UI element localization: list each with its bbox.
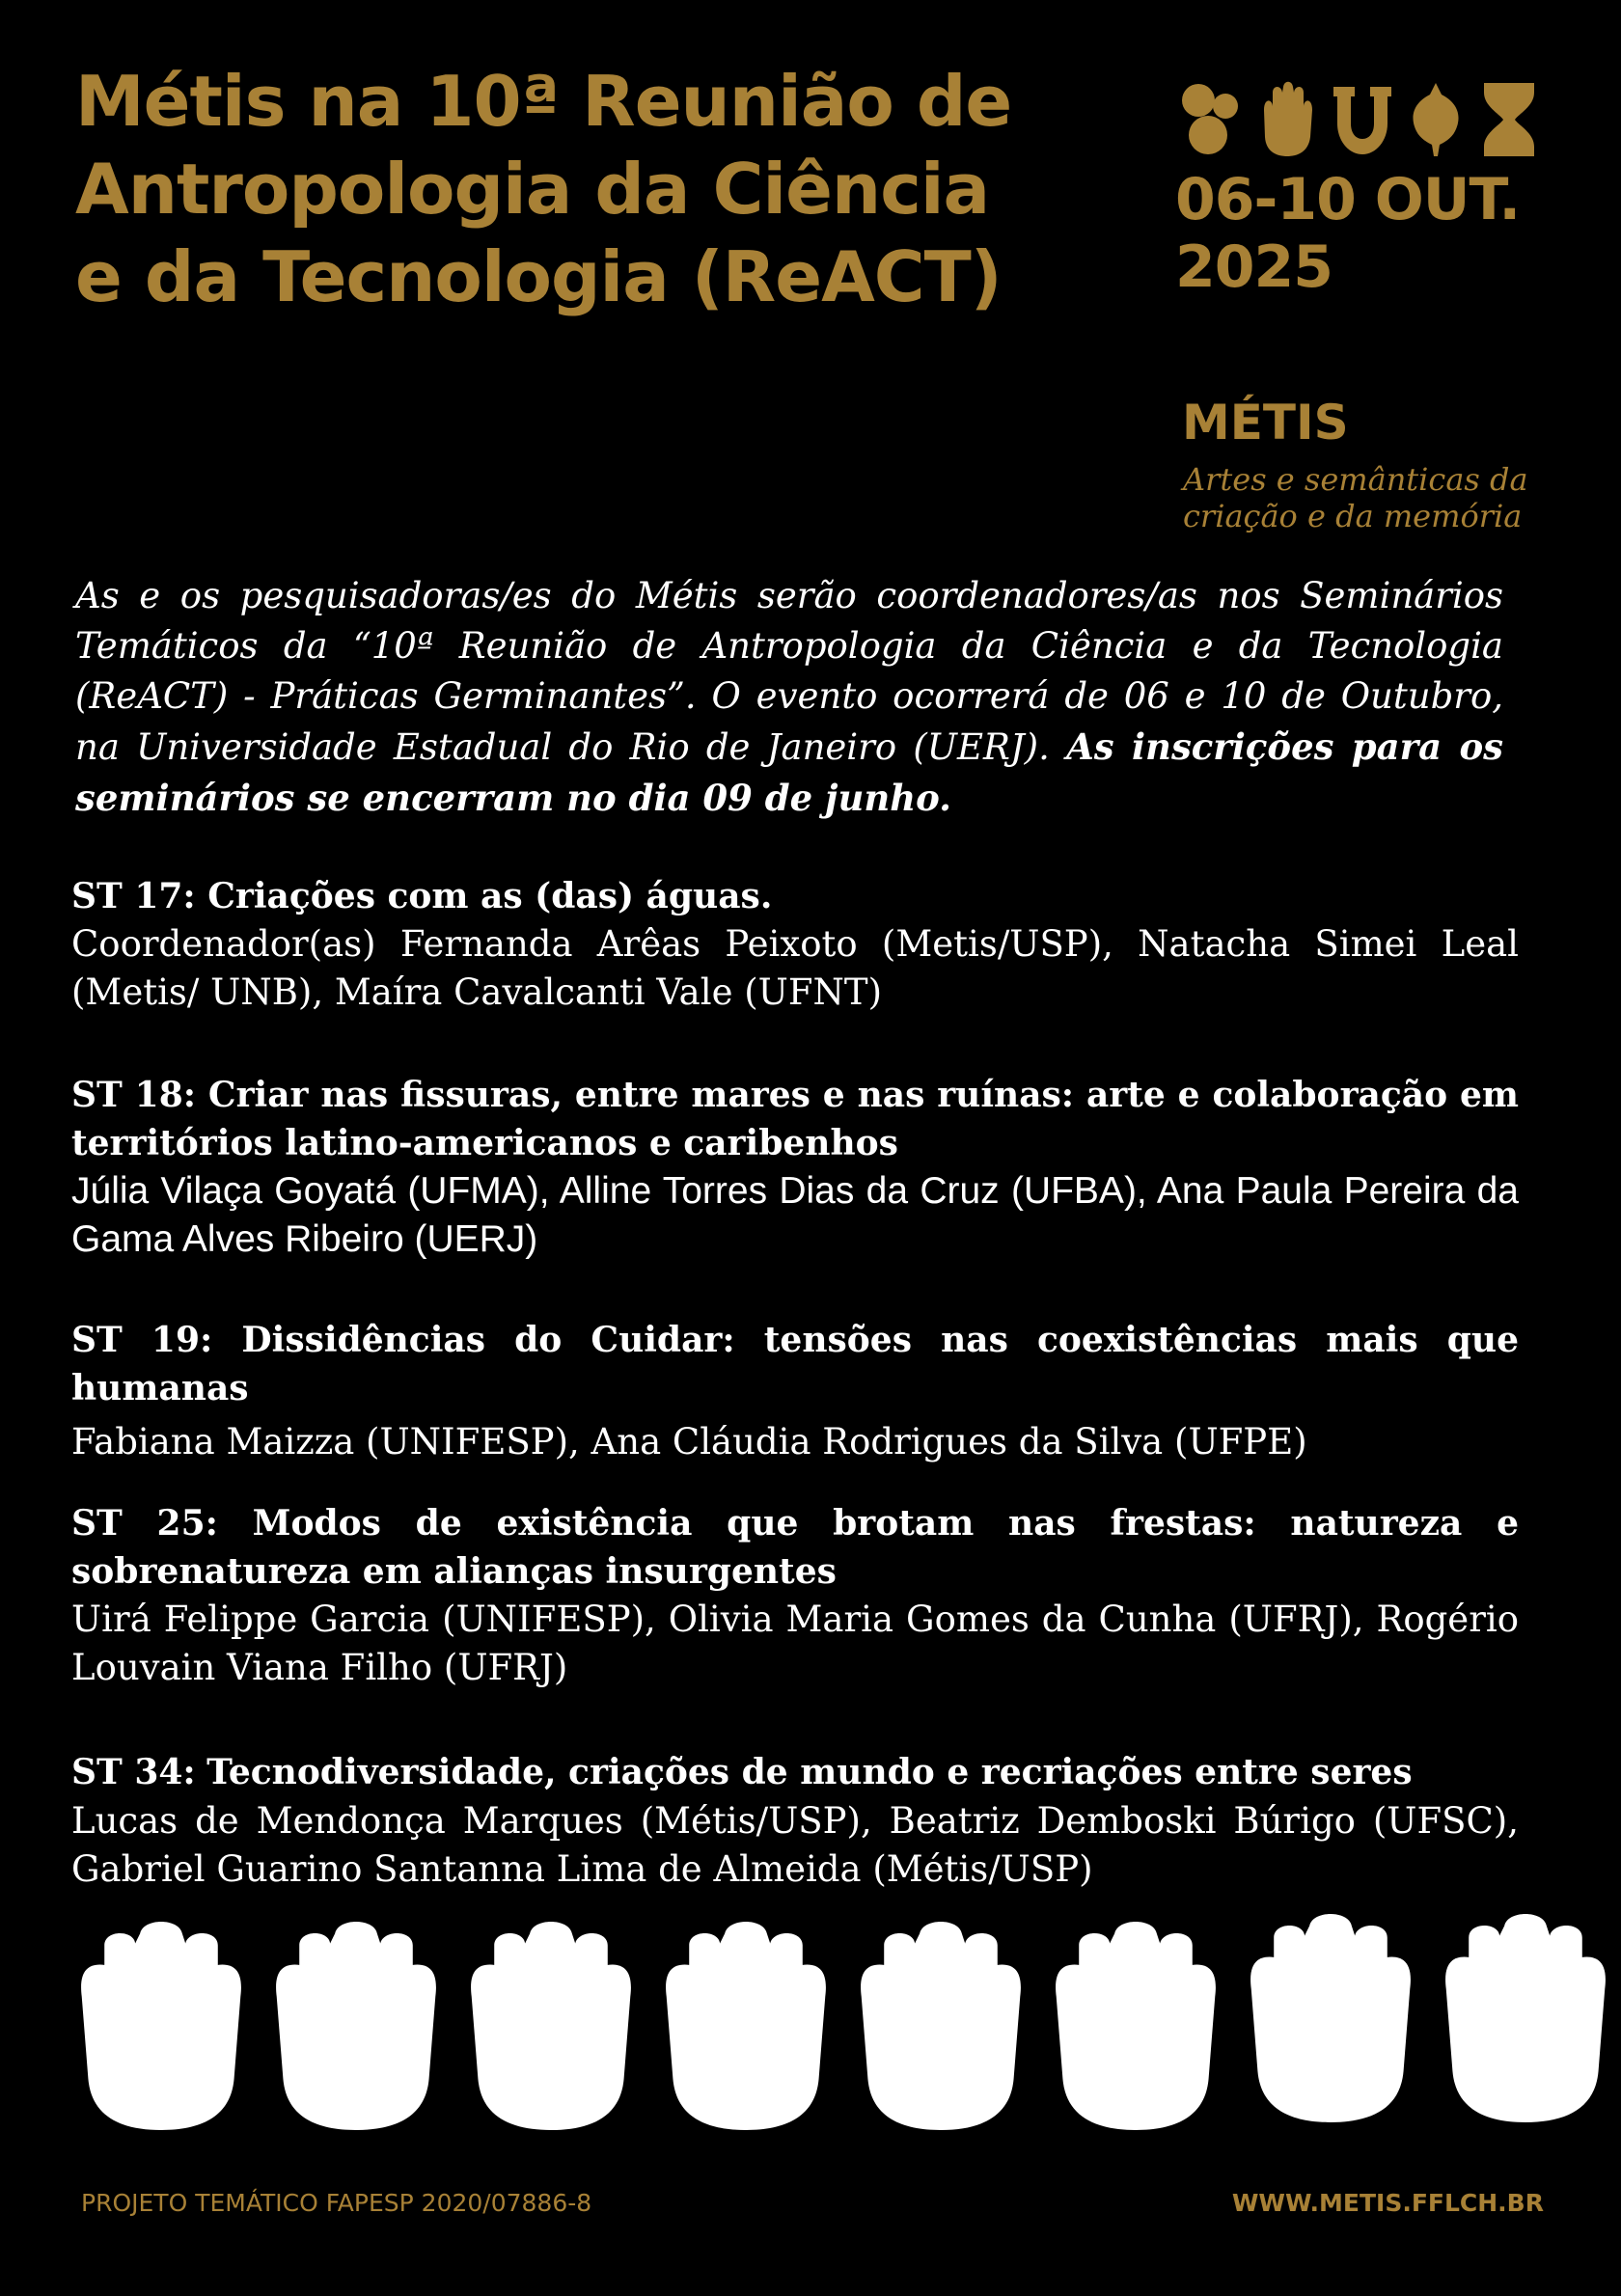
brand-tagline — [1183, 461, 1550, 534]
hand-icon — [75, 1920, 247, 2132]
footer-website-link[interactable]: WWW.METIS.FFLCH.BR — [1231, 2189, 1544, 2217]
seminar-title: ST 19: Dissidências do Cuidar: tensões nas coexistências mais que humanas — [71, 1320, 1519, 1408]
title-line-2: Antropologia da Ciência — [75, 149, 990, 230]
hand-icon — [1245, 1912, 1416, 2124]
seminar-title: ST 18: Criar nas fissuras, entre mares e nas ruínas: arte e colaboração em territórios latino-americanos e caribenhos — [71, 1075, 1519, 1163]
event-date-range: 06-10 OUT. — [1175, 166, 1521, 233]
title-line-1: Métis na 10ª Reunião de — [75, 61, 1012, 142]
seminar-coordinators: Uirá Felippe Garcia (UNIFESP), Olivia Maria Gomes da Cunha (UFRJ), Rogério Louvain Viana Filho (UFRJ) — [71, 1599, 1519, 1688]
hand-icon — [1440, 1912, 1611, 2124]
hand-icon — [1258, 81, 1316, 158]
hand-icon — [855, 1920, 1027, 2132]
hand-icon — [1050, 1920, 1222, 2132]
brand-name: MÉTIS — [1182, 395, 1349, 451]
event-year: 2025 — [1175, 233, 1333, 301]
intro-text: As e os pesquisadoras/es do Métis serão coordenadores/as nos Seminários Temáticos da “10ª Reunião de Antropologia da Ciência e da Tecnologia (ReACT) - Práticas Germinantes”. O evento ocorrerá de 06 e 10 de Outubro, na Universidade Estadual do Rio de Janeiro (UERJ). — [75, 575, 1503, 768]
intro-deadline-highlight: As inscrições para os seminários se encerram no dia 09 de junho. — [75, 725, 1503, 819]
seminar-st34 — [71, 1748, 1519, 1894]
title-line-3: e da Tecnologia (ReACT) — [75, 236, 1002, 317]
brand-tagline-line-2: criação e da memória — [1183, 498, 1523, 534]
seminar-code: ST 34: — [71, 1752, 196, 1792]
horseshoe-icon — [1333, 81, 1391, 158]
pebbles-icon — [1179, 81, 1243, 158]
seminar-st18 — [71, 1071, 1519, 1264]
intro-paragraph — [75, 571, 1503, 824]
hand-icon — [465, 1920, 637, 2132]
hand-icon — [660, 1920, 832, 2132]
event-dates — [1175, 166, 1520, 301]
seed-icon — [1407, 81, 1465, 158]
seminar-st25 — [71, 1499, 1519, 1692]
seminar-coordinators: Fabiana Maizza (UNIFESP), Ana Cláudia Rodrigues da Silva (UFPE) — [71, 1421, 1307, 1462]
seminar-coordinators: Júlia Vilaça Goyatá (UFMA), Alline Torres Dias da Cruz (UFBA), Ana Paula Pereira da Gama Alves Ribeiro (UERJ) — [71, 1170, 1519, 1260]
seminar-title: ST 25: Modos de existência que brotam nas frestas: natureza e sobrenatureza em alianças insurgentes — [71, 1503, 1519, 1592]
seminar-title — [71, 1748, 1519, 1797]
hourglass-icon — [1480, 81, 1538, 158]
seminar-title-text: Tecnodiversidade, criações de mundo e recriações entre seres — [206, 1752, 1413, 1792]
hands-decoration-row — [75, 1920, 1580, 2142]
seminar-st17 — [71, 872, 1519, 1017]
footer-project: PROJETO TEMÁTICO FAPESP 2020/07886-8 — [81, 2189, 592, 2217]
page-title — [75, 58, 1137, 321]
brand-icon-row — [1179, 81, 1542, 158]
hand-icon — [270, 1920, 442, 2132]
seminar-st19 — [71, 1316, 1519, 1466]
seminar-coordinators: Coordenador(as) Fernanda Arêas Peixoto (Metis/USP), Natacha Simei Leal (Metis/ UNB), Maíra Cavalcanti Vale (UFNT) — [71, 923, 1519, 1013]
seminar-coordinators: Lucas de Mendonça Marques (Métis/USP), Beatriz Demboski Búrigo (UFSC), Gabriel Guarino Santanna Lima de Almeida (Métis/USP) — [71, 1800, 1519, 1890]
seminar-title: ST 17: Criações com as (das) águas. — [71, 876, 773, 916]
brand-tagline-line-1: Artes e semânticas da — [1183, 461, 1528, 498]
